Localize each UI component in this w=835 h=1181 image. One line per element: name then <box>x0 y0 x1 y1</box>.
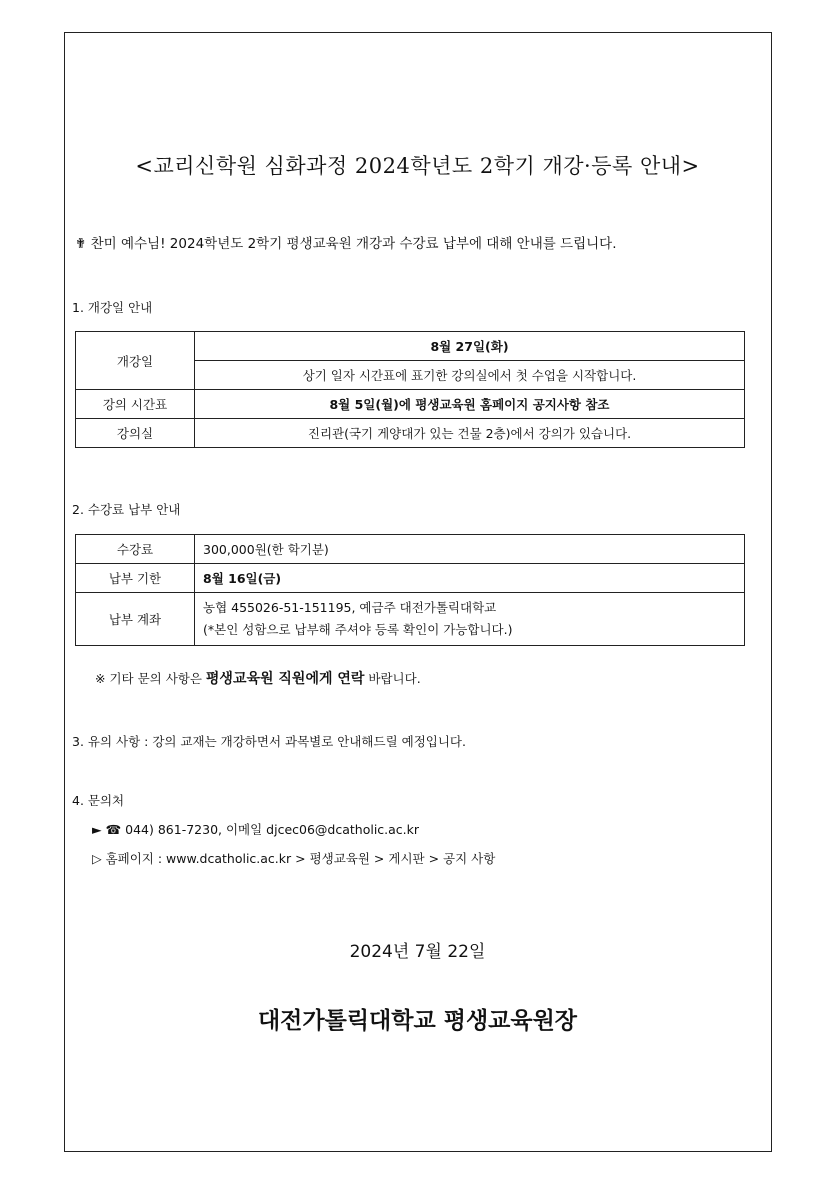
section3-text: 3. 유의 사항 : 강의 교재는 개강하면서 과목별로 안내해드릴 예정입니다. <box>72 734 466 749</box>
signature: 대전가톨릭대학교 평생교육원장 <box>257 1008 578 1034</box>
opening-label: 개강일 <box>76 332 195 390</box>
phone-email-line: ► ☎ 044) 861-7230, 이메일 djcec06@dcatholic.ac.kr <box>92 822 420 837</box>
table-row <box>76 332 745 361</box>
table-row <box>76 419 745 448</box>
timetable-label: 강의 시간표 <box>76 390 195 419</box>
account-value <box>195 593 745 646</box>
timetable-value: 8월 5일(월)에 평생교육원 홈페이지 공지사항 참조 <box>195 390 745 419</box>
document-title: <교리신학원 심화과정 2024학년도 2학기 개강·등록 안내> <box>135 154 700 178</box>
section2-heading: 2. 수강료 납부 안내 <box>72 502 181 517</box>
table-row <box>76 593 745 646</box>
fee-value: 300,000원(한 학기분) <box>195 535 745 564</box>
room-label: 강의실 <box>76 419 195 448</box>
account-label: 납부 계좌 <box>76 593 195 646</box>
homepage-line: ▷ 홈페이지 : www.dcatholic.ac.kr > 평생교육원 > 게시판 > 공지 사항 <box>92 851 496 866</box>
intro-text: ✟ 찬미 예수님! 2024학년도 2학기 평생교육원 개강과 수강료 납부에 대해 안내를 드립니다. <box>75 236 617 252</box>
table-row <box>76 390 745 419</box>
opening-date: 8월 27일(화) <box>195 332 745 361</box>
fee-label: 수강료 <box>76 535 195 564</box>
section4-heading: 4. 문의처 <box>72 793 125 808</box>
section1-heading: 1. 개강일 안내 <box>72 300 153 315</box>
deadline-label: 납부 기한 <box>76 564 195 593</box>
account-line1: 농협 455026-51-151195, 예금주 대전가톨릭대학교 <box>203 600 497 615</box>
note-suffix: 바랍니다. <box>364 671 421 686</box>
contact-note <box>95 668 421 688</box>
table-row <box>76 564 745 593</box>
opening-table <box>75 331 745 448</box>
room-value: 진리관(국기 게양대가 있는 건물 2층)에서 강의가 있습니다. <box>195 419 745 448</box>
fee-table <box>75 534 745 646</box>
note-prefix: ※ 기타 문의 사항은 <box>95 671 206 686</box>
opening-desc: 상기 일자 시간표에 표기한 강의실에서 첫 수업을 시작합니다. <box>195 361 745 390</box>
account-line2: (*본인 성함으로 납부해 주셔야 등록 확인이 가능합니다.) <box>203 622 513 637</box>
note-emphasis: 평생교육원 직원에게 연락 <box>205 671 365 687</box>
document-date: 2024년 7월 22일 <box>349 942 486 962</box>
table-row <box>76 535 745 564</box>
deadline-value: 8월 16일(금) <box>195 564 745 593</box>
